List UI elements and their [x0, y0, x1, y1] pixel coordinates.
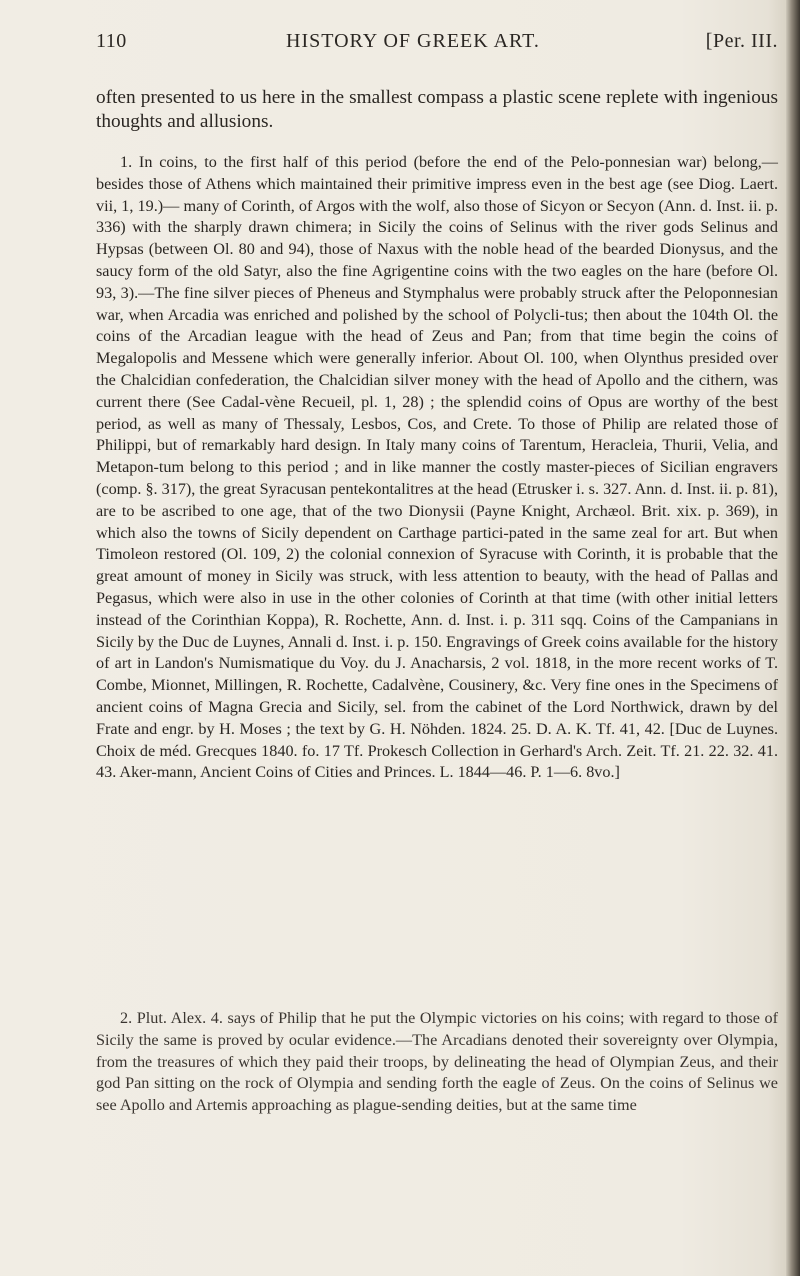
section-marker: [Per. III.	[705, 30, 778, 52]
footnote-1: 1. In coins, to the first half of this period (before the end of the Pelo-ponnesian war) belong,—besides those of Athens which maintained their primitive impress even in the best age (see Diog. Laert. vii, 1, 19.)— many of Corinth, of Argos with the wolf, also those of Sicyon or Secyon (Ann. d. Inst. ii. p. 336) with the sharply drawn chimera; in Sicily the coins of Selinus with the river gods Selinus and Hypsas (between Ol. 80 and 94), those of Naxus with the noble head of the bearded Dionysus, and the saucy form of the old Satyr, also the fine Agrigentine coins with the two eagles on the hare (before Ol. 93, 3).—The fine silver pieces of Pheneus and Stymphalus were probably struck after the Peloponnesian war, when Arcadia was enriched and polished by the school of Polycli-tus; then about the 104th Ol. the coins of the Arcadian league with the head of Zeus and Pan; from that time begin the coins of Megalopolis and Messene which were generally inferior. About Ol. 100, when Olynthus presided over the Chalcidian confederation, the Chalcidian silver money with the head of Apollo and the cithern, was current there (See Cadal-vène Recueil, pl. 1, 28) ; the splendid coins of Opus are worthy of the best period, as well as many of Thessaly, Lesbos, Cos, and Crete. To those of Philip are related those of Philippi, but of remarkably hard design. In Italy many coins of Tarentum, Heracleia, Thurii, Velia, and Metapon-tum belong to this period ; and in like manner the costly master-pieces of Sicilian engravers (comp. §. 317), the great Syracusan pentekontalitres at the head (Etrusker i. s. 327. Ann. d. Inst. ii. p. 81), are to be ascribed to one age, that of the two Dionysii (Payne Knight, Archæol. Brit. xix. p. 369), in which also the towns of Sicily dependent on Carthage partici-pated in the same zeal for art. But when Timoleon restored (Ol. 109, 2) the colonial connexion of Syracuse with Corinth, it is probable that the great amount of money in Sicily was struck, with less attention to beauty, with the head of Pallas and Pegasus, which were also in use in the other colonies of Corinth at that time (with other initial letters instead of the Corinthian Koppa), R. Rochette, Ann. d. Inst. i. p. 311 sqq. Coins of the Campanians in Sicily by the Duc de Luynes, Annali d. Inst. i. p. 150. Engravings of Greek coins available for the history of art in Landon's Numismatique du Voy. du J. Anacharsis, 2 vol. 1818, in the more recent works of T. Combe, Mionnet, Millingen, R. Rochette, Cadalvène, Cousinery, &c. Very fine ones in the Specimens of ancient coins of Magna Grecia and Sicily, sel. from the cabinet of the Lord Northwick, drawn by del Frate and engr. by H. Moses ; the text by G. H. Nöhden. 1824. 25. D. A. K. Tf. 41, 42. [Duc de Luynes. Choix de méd. Grecques 1840. fo. 17 Tf. Prokesch Collection in Gerhard's Arch. Zeit. Tf. 21. 22. 32. 41. 43. Aker-mann, Ancient Coins of Cities and Princes. L. 1844—46. P. 1—6. 8vo.]	[96, 153, 778, 782]
page-number: 110	[96, 30, 127, 52]
footnote-2: 2. Plut. Alex. 4. says of Philip that he put the Olympic victories on his coins; with regard to those of Sicily the same is proved by ocular evidence.—The Arcadians denoted their sovereignty over Olympia, from the treasures of which they paid their troops, by delineating the head of Olympian Zeus, and their god Pan sitting on the rock of Olympia and sending forth the eagle of Zeus. On the coins of Selinus we see Apollo and Artemis approaching as plague-sending deities, but at the same time	[96, 1009, 778, 1115]
lead-paragraph: often presented to us here in the smallest compass a plastic scene replete with ingenious thoughts and allusions.	[96, 87, 778, 132]
running-title: HISTORY OF GREEK ART.	[286, 30, 540, 52]
running-header	[96, 30, 778, 56]
page-edge-shadow	[786, 0, 800, 1276]
